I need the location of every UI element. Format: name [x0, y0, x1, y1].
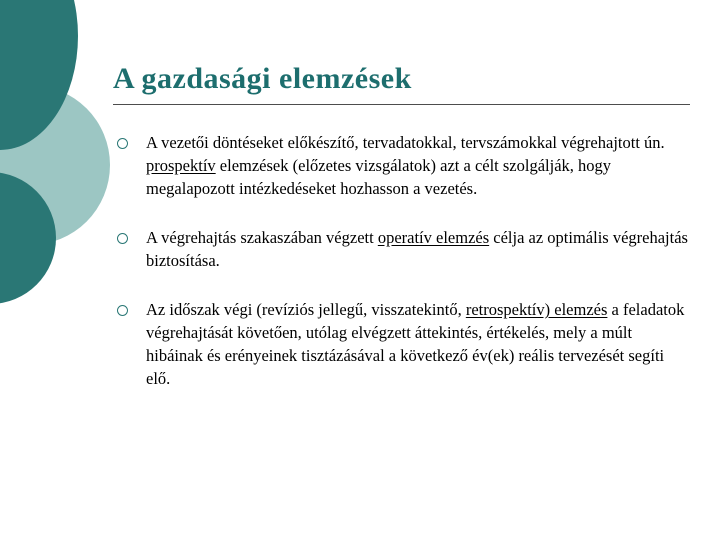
circle-bullet-icon: [117, 138, 128, 149]
list-item: [113, 226, 693, 272]
slide-title: A gazdasági elemzések: [113, 62, 412, 95]
bullet-text: A vezetői döntéseket előkészítő, tervadatokkal, tervszámokkal végrehajtott ún. prospektív elemzések (előzetes vizsgálatok) azt a célt szolgálják, hogy megalapozott intézkedéseket hozhasson a vezetés.: [146, 133, 665, 198]
circle-bullet-icon: [117, 305, 128, 316]
bullet-text: Az időszak végi (revíziós jellegű, visszatekintő, retrospektív) elemzés a feladatok végrehajtását követően, utólag elvégzett áttekintés, értékelés, mely a múlt hibáinak és erényeinek tisztázásával a következő év(ek) reális tervezését segíti elő.: [146, 300, 685, 388]
slide-content: [113, 62, 693, 416]
list-item: [113, 298, 693, 390]
list-item: [113, 131, 693, 200]
bullet-text: A végrehajtás szakaszában végzett operatív elemzés célja az optimális végrehajtás biztosítása.: [146, 228, 688, 270]
bullet-list: [113, 131, 693, 390]
title-divider: [113, 104, 690, 105]
circle-bullet-icon: [117, 233, 128, 244]
